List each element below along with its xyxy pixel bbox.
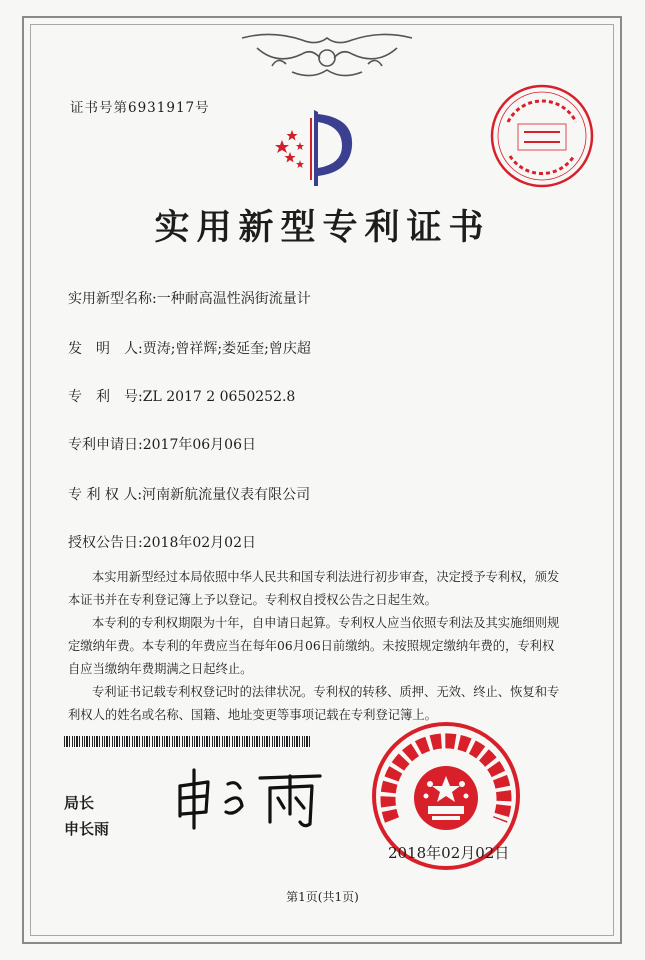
field-utility-name xyxy=(68,288,311,308)
body-paragraph-2: 本专利的专利权期限为十年，自申请日起算。专利权人应当依照专利法及其实施细则规定缴纳年费。本专利的年费应当在每年06月06日前缴纳。未按照规定缴纳年费的，专利权自应当缴纳年费期满之日起终止。 xyxy=(68,616,560,676)
field-label: 实用新型名称: xyxy=(68,291,157,307)
field-grant-date xyxy=(68,532,256,552)
director-title: 局长 xyxy=(64,794,95,812)
field-value: 一种耐高温性涡街流量计 xyxy=(156,291,311,307)
field-value: ZL 2017 2 0650252.8 xyxy=(142,389,296,405)
certificate-body xyxy=(68,566,562,727)
director-signature xyxy=(170,762,330,832)
field-value: 贾涛;曾祥辉;娄延奎;曾庆超 xyxy=(142,341,311,357)
field-value: 2018年02月02日 xyxy=(142,535,256,551)
certificate-number: 证书号第6931917号 xyxy=(70,100,210,116)
scroll-ornament-icon xyxy=(232,26,422,88)
agency-stamp xyxy=(488,82,596,190)
director-name: 申长雨 xyxy=(64,820,110,838)
issue-date: 2018年02月02日 xyxy=(388,844,510,862)
field-label: 发 明 人: xyxy=(68,341,143,357)
field-patent-holder xyxy=(68,484,310,504)
field-label: 专利申请日: xyxy=(68,437,143,453)
body-paragraph-3: 专利证书记载专利权登记时的法律状况。专利权的转移、质押、无效、终止、恢复和专利权人的姓名或名称、国籍、地址变更等事项记载在专利登记簿上。 xyxy=(68,685,560,722)
field-label: 授权公告日: xyxy=(68,535,143,551)
body-paragraph-1: 本实用新型经过本局依照中华人民共和国专利法进行初步审查，决定授予专利权，颁发本证书并在专利登记簿上予以登记。专利权自授权公告之日起生效。 xyxy=(68,570,560,607)
field-label: 专 利 号: xyxy=(68,389,143,405)
field-value: 河南新航流量仪表有限公司 xyxy=(142,487,311,503)
field-label: 专 利 权 人: xyxy=(68,487,143,503)
field-patent-number xyxy=(68,386,295,406)
field-inventor xyxy=(68,338,311,358)
field-value: 2017年06月06日 xyxy=(142,437,256,453)
certificate-title: 实用新型专利证书 xyxy=(154,208,491,248)
barcode xyxy=(64,736,310,747)
page-number: 第1页(共1页) xyxy=(286,890,359,904)
field-application-date xyxy=(68,434,256,454)
sipo-patent-logo-icon xyxy=(262,100,362,192)
